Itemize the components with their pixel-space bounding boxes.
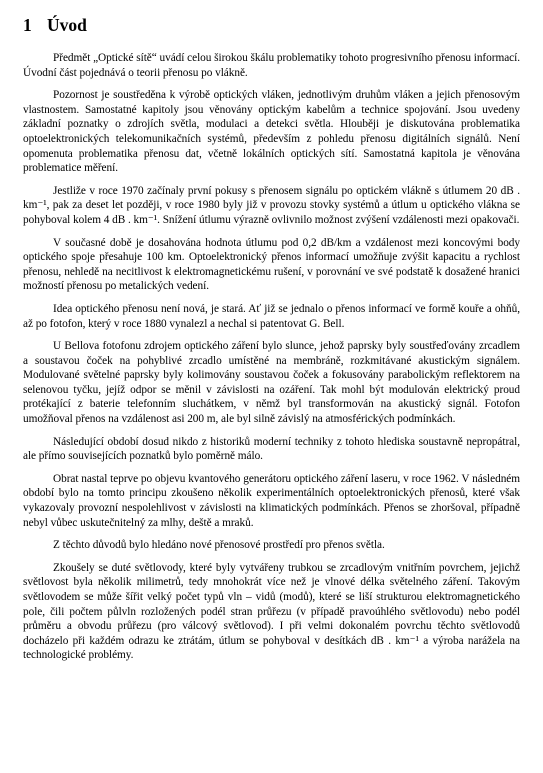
paragraph-3: Jestliže v roce 1970 začínaly první pokusy s přenosem signálu po optickém vlákně s útlumem 20 dB . km⁻¹, pak za deset let později, v roce 1980 byly již v provozu stovky systémů a útlum u optického vlákna se pohyboval kolem 4 dB . km⁻¹. Snížení útlumu výrazně ovlivnilo možnost zvýšení vzdálenosti mezi opakovači. <box>23 184 520 226</box>
paragraph-9: Z těchto důvodů bylo hledáno nové přenosové prostředí pro přenos světla. <box>53 539 385 552</box>
chapter-heading <box>23 14 520 36</box>
paragraph-7: Následující období dosud nikdo z historiků moderní techniky z tohoto hlediska soustavně nepropátral, ale přímo souvisejících poznatků bylo poměrně málo. <box>23 435 520 463</box>
paragraph-4: V současné době je dosahována hodnota útlumu pod 0,2 dB/km a vzdálenost mezi koncovými body optického spoje přesahuje 100 km. Optoelektronický přenos informací umožňuje zvýšit kapacitu a rychlost přenosu, nehledě na necitlivost k elektromagnetickému rušení, v porovnání ve své podstatě k dosažené hranici možností přenosu po metalických vedení. <box>23 236 520 293</box>
paragraph-1: Předmět „Optické sítě“ uvádí celou širokou škálu problematiky tohoto progresivního přenosu informací. Úvodní část pojednává o teorii přenosu po vlákně. <box>23 52 520 79</box>
paragraph-8: Obrat nastal teprve po objevu kvantového generátoru optického záření laseru, v roce 1962. V následném období bylo na tomto principu zkoušeno několik experimentálních optoelektronických přenosů, které však vykazovaly provozní nespolehlivost v závislosti na klimatických podmínkách. Přenos se zhoršoval, případně nebyl vůbec uskutečnitelný za mlhy, deště a mraků. <box>23 472 520 529</box>
chapter-number: 1 <box>23 15 32 35</box>
paragraph-5: Idea optického přenosu není nová, je stará. Ať již se jednalo o přenos informací ve formě kouře a ohňů, až po fotofon, který v roce 1880 vynalezl a nechal si patentovat G. Bell. <box>23 302 520 330</box>
chapter-title: Úvod <box>47 15 87 35</box>
paragraph-2: Pozornost je soustředěna k výrobě optických vláken, jednotlivým druhům vláken a jejich přenosovým vlastnostem. Samostatné kapitoly jsou věnovány optickým kabelům a technice spojování. Jsou uvedeny základní poznatky o zdrojích světla, modulaci a detekci světla. Hlouběji je diskutována problematika optoelektronických telekomunikačních systémů, především z pohledu přenosu digitálních signálů. Není opomenuta problematika přenosu dat, včetně lokálních optických sítí. Samostatná kapitola je věnována problematice měření. <box>23 89 520 175</box>
paragraph-6: U Bellova fotofonu zdrojem optického záření bylo slunce, jehož paprsky byly soustřeďovány zrcadlem a soustavou čoček na pohyblivé zrcadlo umístěné na membráně, rozkmitávané akustickým signálem. Modulované světelné paprsky byly kolimovány soustavou čoček a fokusovány parabolickým reflektorem na selenovou tyčku, jejíž odpor se měnil v závislosti na ozáření. Tak mohl být modulován elektrický proud protékající z baterie telefonním sluchátkem, v němž byl transformován na akustický signál. Fotofon umožňoval přenos na vzdálenost asi 200 m, ale byl silně závislý na atmosférických podmínkách. <box>23 340 520 426</box>
paragraph-10: Zkoušely se duté světlovody, které byly vytvářeny trubkou se zrcadlovým vnitřním povrchem, jejichž světlovost byla několik milimetrů, tedy mnohokrát více než je vlnové délka světelného záření. Takovým světlovodem se může šířit velký počet typů vln – vidů (modů), které se liší strukturou elektromagnetického pole, čili počtem půlvln rozložených podél stran průřezu (v případě pravoúhlého světlovodu) nebo podél průměru a obvodu průřezu (pro válcový světlovod). I při velmi dokonalém povrchu těchto světlovodů docházelo při každém odrazu ke ztrátám, útlum se pohyboval v desítkách dB . km⁻¹ a výroba narážela na technologické problémy. <box>23 561 520 662</box>
